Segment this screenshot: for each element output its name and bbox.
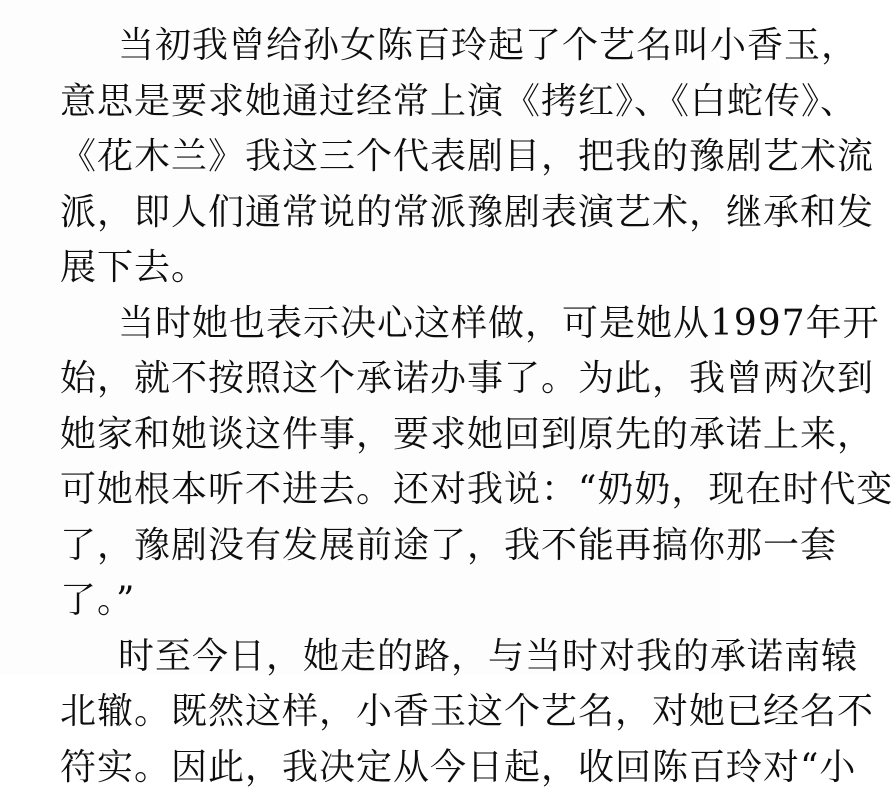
text-line: 北辙。既然这样，小香玉这个艺名，对她已经名不 <box>60 684 700 740</box>
text-line: 展下去。 <box>60 240 700 296</box>
text-line: 当时她也表示决心这样做，可是她从1997年开 <box>60 296 700 352</box>
text-line: 了，豫剧没有发展前途了，我不能再搞你那一套 <box>60 518 700 574</box>
text-line: 符实。因此，我决定从今日起，收回陈百玲对“小 <box>60 740 700 795</box>
text-line: 时至今日，她走的路，与当时对我的承诺南辕 <box>60 629 700 685</box>
text-line: 可她根本听不进去。还对我说：“奶奶，现在时代变 <box>60 462 700 518</box>
text-line: 派，即人们通常说的常派豫剧表演艺术，继承和发 <box>60 185 700 241</box>
text-line: 了。” <box>60 573 700 629</box>
text-line: 她家和她谈这件事，要求她回到原先的承诺上来， <box>60 407 700 463</box>
text-line: 意思是要求她通过经常上演《拷红》、《白蛇传》、 <box>60 74 700 130</box>
paragraph-2 <box>60 296 700 629</box>
text-line: 始，就不按照这个承诺办事了。为此，我曾两次到 <box>60 351 700 407</box>
document-body <box>60 18 700 795</box>
paragraph-1 <box>60 18 700 296</box>
text-line: 当初我曾给孙女陈百玲起了个艺名叫小香玉， <box>60 18 700 74</box>
text-line: 《花木兰》我这三个代表剧目，把我的豫剧艺术流 <box>60 129 700 185</box>
paragraph-3 <box>60 629 700 795</box>
